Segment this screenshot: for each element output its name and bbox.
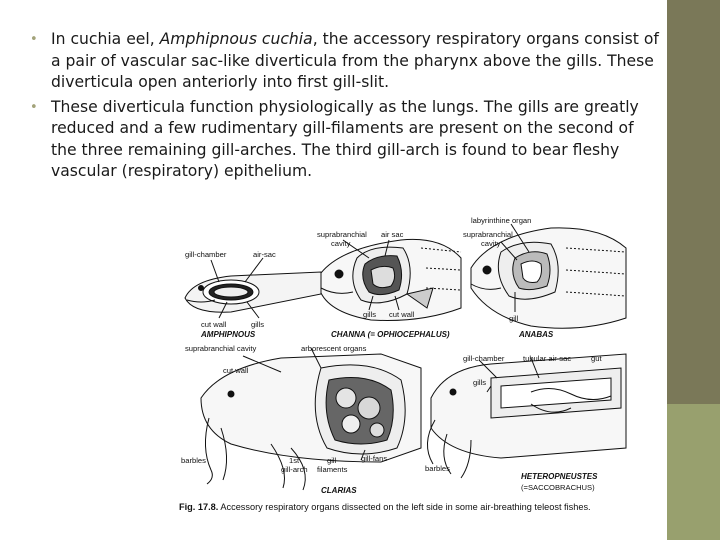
anatomy-figure [171, 208, 634, 530]
bullet-item [30, 29, 662, 94]
bullet-list [30, 29, 662, 186]
bullet-icon: • [30, 99, 38, 115]
label-cut-wall: cut wall [389, 310, 415, 319]
label-suprabranchial-cavity: suprabranchial cavity [185, 344, 257, 353]
channa-drawing [321, 239, 461, 320]
label-gill-chamber: gill-chamber [185, 250, 227, 259]
label-air-sac: air sac [381, 230, 404, 239]
label-gill: gill- [327, 456, 339, 465]
bullet-item [30, 97, 662, 183]
label-cavity: cavity [331, 239, 351, 248]
label-barbles: barbles [425, 464, 450, 473]
bullet-text-post: , the accessory respiratory organs consist of a pair of vascular sac-like diverticula from the pharynx above the gills. These diverticula open anteriorly into first gill-slit. [51, 30, 659, 91]
label-gut: gut [591, 354, 602, 363]
label-gills: gills [363, 310, 377, 319]
label-1st: 1st [289, 456, 300, 465]
label-gills: gills [473, 378, 487, 387]
label-channa: CHANNA (= OPHIOCEPHALUS) [331, 330, 450, 339]
label-gill-chamber: gill-chamber [463, 354, 505, 363]
label-amphipnous: AMPHIPNOUS [201, 330, 256, 339]
label-heteropneustes: HETEROPNEUSTES [521, 472, 598, 481]
amphipnous-drawing [185, 258, 321, 318]
figure-caption [179, 502, 634, 513]
label-saccobranchus: (=SACCOBRACHUS) [521, 483, 595, 492]
bullet-text-pre: In cuchia eel, [51, 30, 160, 48]
label-tubular-air-sac: tubular air-sac [523, 354, 572, 363]
label-barbles: barbles [181, 456, 206, 465]
label-cut-wall: cut wall [201, 320, 227, 329]
label-clarias: CLARIAS [321, 486, 357, 495]
label-gills: gills [251, 320, 265, 329]
figure-number: Fig. 17.8. [179, 502, 219, 512]
label-cavity: cavity [481, 239, 501, 248]
label-suprabranchial: suprabranchial [317, 230, 367, 239]
label-gill-arch: gill-arch [281, 465, 308, 474]
label-gill-fans: gill-fans [361, 454, 388, 463]
figure-caption-text: Accessory respiratory organs dissected on the left side in some air-breathing teleost fishes. [220, 502, 591, 512]
label-filaments: filaments [317, 465, 348, 474]
bullet-icon: • [30, 32, 38, 47]
label-labyrinthine-organ: labyrinthine organ [471, 216, 532, 225]
label-arborescent-organs: arborescent organs [301, 344, 367, 353]
label-anabas: ANABAS [519, 330, 554, 339]
heteropneustes-drawing [427, 354, 626, 478]
sidebar-accent-decoration [667, 404, 720, 540]
species-name: Amphipnous cuchia [159, 30, 313, 48]
label-cut-wall: cut wall [223, 366, 249, 375]
bullet-text: These diverticula function physiologically as the lungs. The gills are greatly reduced and a few rudimentary gill-filaments are present on the second of the three remaining gill-arches. The third gill-arch is found to bear fleshy vascular (respiratory) epithelium. [51, 97, 639, 180]
label-suprabranchial: suprabranchial [463, 230, 513, 239]
label-gill: gill [509, 314, 519, 323]
label-air-sac: air-sac [253, 250, 276, 259]
